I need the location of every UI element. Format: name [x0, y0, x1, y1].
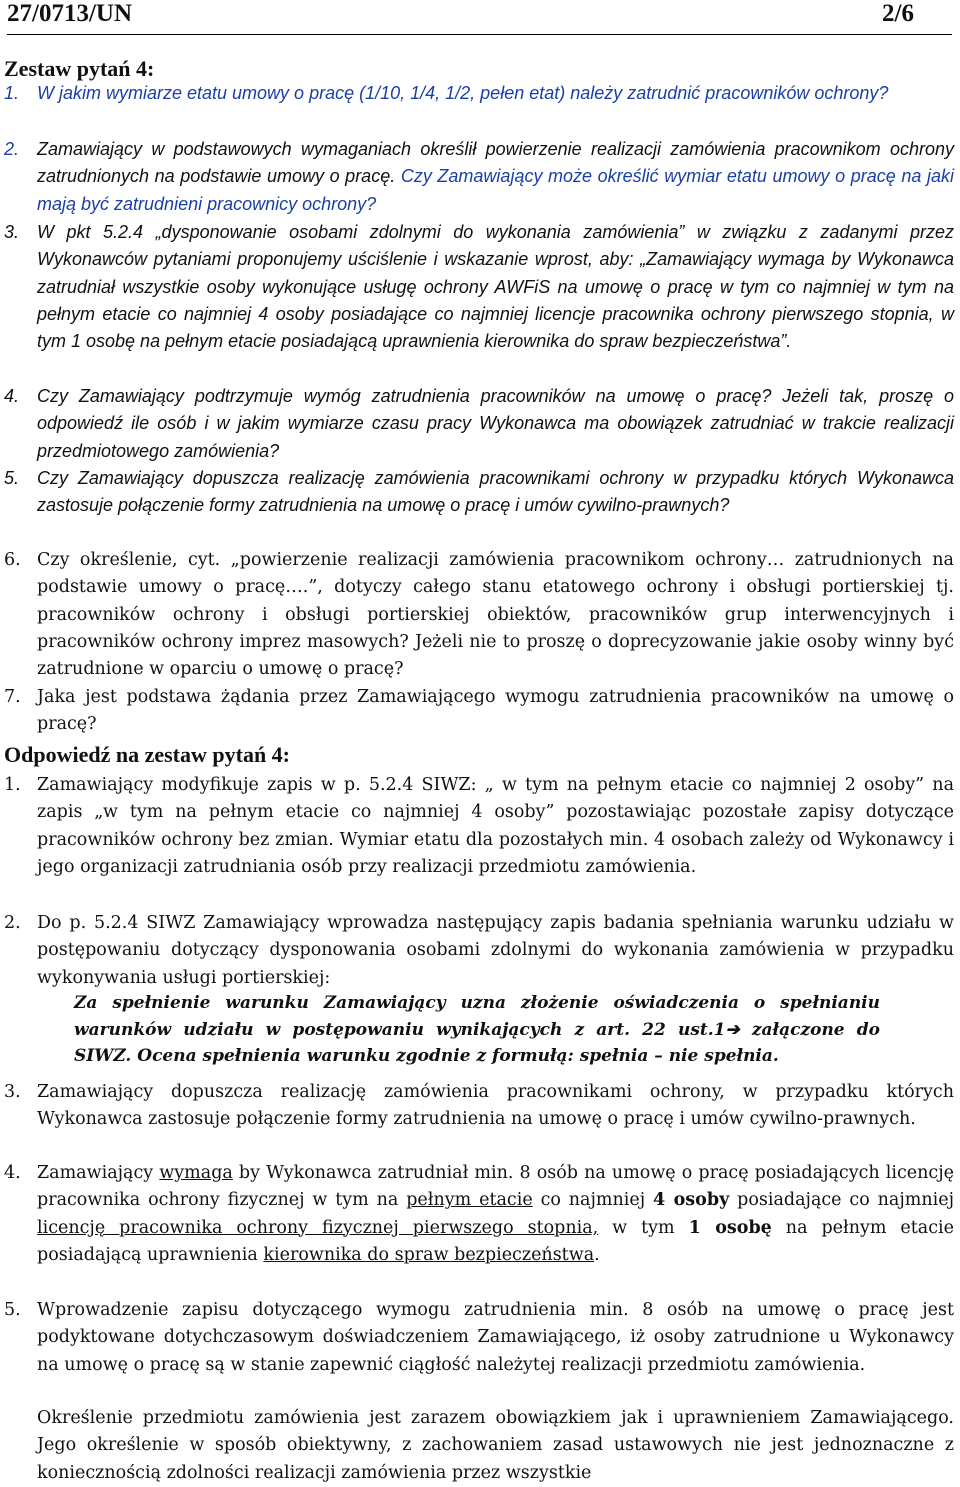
question-text: Czy określenie, cyt. „powierzenie realizacji zamówienia pracownikom ochrony… zatrudnionych na podstawie umowy o pracę….”, dotyczy całego stanu etatowego ochrony i obsługi portierskiej tj. pracowników ochrony i obsługi portierskiej obiektów, pracowników grup interwencyjnych i pracowników ochrony imprez masowych? Jeżeli nie to proszę o doprecyzowanie jakie osoby winny być zatrudnione w oparciu o umowę o pracę? — [37, 550, 954, 680]
list-number: 4. — [4, 386, 20, 406]
question-text: W jakim wymiarze etatu umowy o pracę (1/10, 1/4, 1/2, pełen etat) należy zatrudnić pracowników ochrony? — [37, 83, 889, 103]
answer-text: Wprowadzenie zapisu dotyczącego wymogu zatrudnienia min. 8 osób na umowę o pracę jest podyktowane dotychczasowym doświadczeniem Zamawiającego, iż osoby zatrudnione u Wykonawcy na umowę o pracę są w stanie zapewnić ciągłość należytej realizacji przedmiotu zamówienia. — [37, 1300, 954, 1375]
list-number: 3. — [4, 222, 20, 242]
list-number: 3. — [4, 1082, 21, 1102]
question-item — [0, 80, 960, 107]
answer-text: Zamawiający dopuszcza realizację zamówienia pracownikami ochrony, w przypadku których Wykonawca zastosuje połączenie formy zatrudnienia na umowę o pracę i umów cywilno-prawnych. — [37, 1082, 954, 1130]
list-number: 5. — [4, 1300, 21, 1320]
list-number: 5. — [4, 468, 20, 488]
question-text-highlight: Czy Zamawiający może określić wymiar etatu umowy o pracę na jaki mają być zatrudnieni pracownicy ochrony? — [37, 166, 955, 214]
answer-item — [0, 1297, 960, 1379]
question-item — [0, 684, 960, 739]
answer-text: Określenie przedmiotu zamówienia jest zarazem obowiązkiem jak i uprawnieniem Zamawiającego. Jego określenie w sposób obiektywny, z zachowaniem zasad ustawowych nie jest jednoznaczne z koniecznością zdolności realizacji zamówienia przez wszystkie — [37, 1408, 954, 1483]
answer-item — [0, 910, 960, 992]
question-text: Czy Zamawiający dopuszcza realizację zamówienia pracownikami ochrony w przypadku których Wykonawca zastosuje połączenie formy zatrudnienia na umowę o pracę i umów cywilno-prawnych? — [37, 468, 954, 516]
question-item — [0, 547, 960, 683]
document-number: 27/0713/UN — [7, 0, 132, 27]
list-number: 1. — [4, 83, 20, 103]
list-number: 2. — [4, 139, 20, 159]
list-number: 2. — [4, 913, 21, 933]
answer-item — [0, 772, 960, 881]
answer-item — [0, 1160, 960, 1269]
question-text: Czy Zamawiający podtrzymuje wymóg zatrudnienia pracowników na umowę o pracę? Jeżeli tak, proszę o odpowiedź ile osób i w jakim wymiarze czasu pracy Wykonawca ma obowiązek zatrudniać w trakcie realizacji przedmiotowego zamówienia? — [37, 386, 954, 461]
question-item — [0, 383, 960, 465]
list-number: 4. — [4, 1163, 21, 1183]
question-item — [0, 465, 960, 520]
answer-text: Zamawiający modyfikuje zapis w p. 5.2.4 SIWZ: „ w tym na pełnym etacie co najmniej 2 osoby” na zapis „w tym na pełnym etacie co najmniej 4 osoby” pozostawiając pozostałe zapisy dotyczące pracowników ochrony bez zmian. Wymiar etatu dla pozostałych min. 4 osobach zależy od Wykonawcy i jego organizacji zatrudniania osób przy realizacji przedmiotu zamówienia. — [37, 775, 954, 877]
list-number: 1. — [4, 775, 21, 795]
answers-title: Odpowiedź na zestaw pytań 4: — [4, 742, 291, 767]
answer-text: Do p. 5.2.4 SIWZ Zamawiający wprowadza następujący zapis badania spełniania warunku udziału w postępowaniu dotyczący dysponowania osobami zdolnymi do wykonania zamówienia w przypadku wykonywania usługi portierskiej: — [37, 913, 954, 988]
page-header — [7, 0, 952, 35]
question-item — [0, 136, 960, 218]
list-number: 6. — [4, 550, 21, 570]
question-text: Zamawiający w podstawowych wymaganiach określił powierzenie realizacji zamówienia pracownikom ochrony zatrudnionych na podstawie umowy o pracę. — [37, 139, 954, 187]
question-text: Jaka jest podstawa żądania przez Zamawiającego wymogu zatrudnienia pracowników na umowę o pracę? — [37, 687, 954, 735]
answer-continuation — [0, 1405, 960, 1487]
question-item — [0, 219, 960, 355]
answer-quote: Za spełnienie warunku Zamawiający uzna złożenie oświadczenia o spełnianiu warunków udziału w postępowaniu wynikających z art. 22 ust.1➔ załączone do SIWZ. Ocena spełnienia warunku zgodnie z formułą: spełnia – nie spełnia. — [74, 993, 880, 1066]
questions-title: Zestaw pytań 4: — [4, 56, 155, 81]
answer-item — [0, 1079, 960, 1134]
answer-text: Zamawiający wymaga by Wykonawca zatrudniał min. 8 osób na umowę o pracę posiadających licencję pracownika ochrony fizycznej w tym na pełnym etacie co najmniej 4 osoby posiadające co najmniej licencję pracownika ochrony fizycznej pierwszego stopnia, w tym 1 osobę na pełnym etacie posiadającą uprawnienia kierownika do spraw bezpieczeństwa. — [37, 1163, 955, 1265]
question-text: W pkt 5.2.4 „dysponowanie osobami zdolnymi do wykonania zamówienia” w związku z zadanymi przez Wykonawców pytaniami proponujemy uściślenie i wskazanie wprost, aby: „Zamawiający wymaga by Wykonawca zatrudniał wszystkie osoby wykonujące usługę ochrony AWFiS na umowę o pracę w tym co najmniej w tym na pełnym etacie co najmniej 4 osoby posiadające co najmniej licencje pracownika ochrony pierwszego stopnia, w tym 1 osobę na pełnym etacie posiadającą uprawnienia kierownika do spraw bezpieczeństwa”. — [37, 222, 954, 352]
list-number: 7. — [4, 687, 21, 707]
page-number: 2/6 — [882, 0, 914, 27]
